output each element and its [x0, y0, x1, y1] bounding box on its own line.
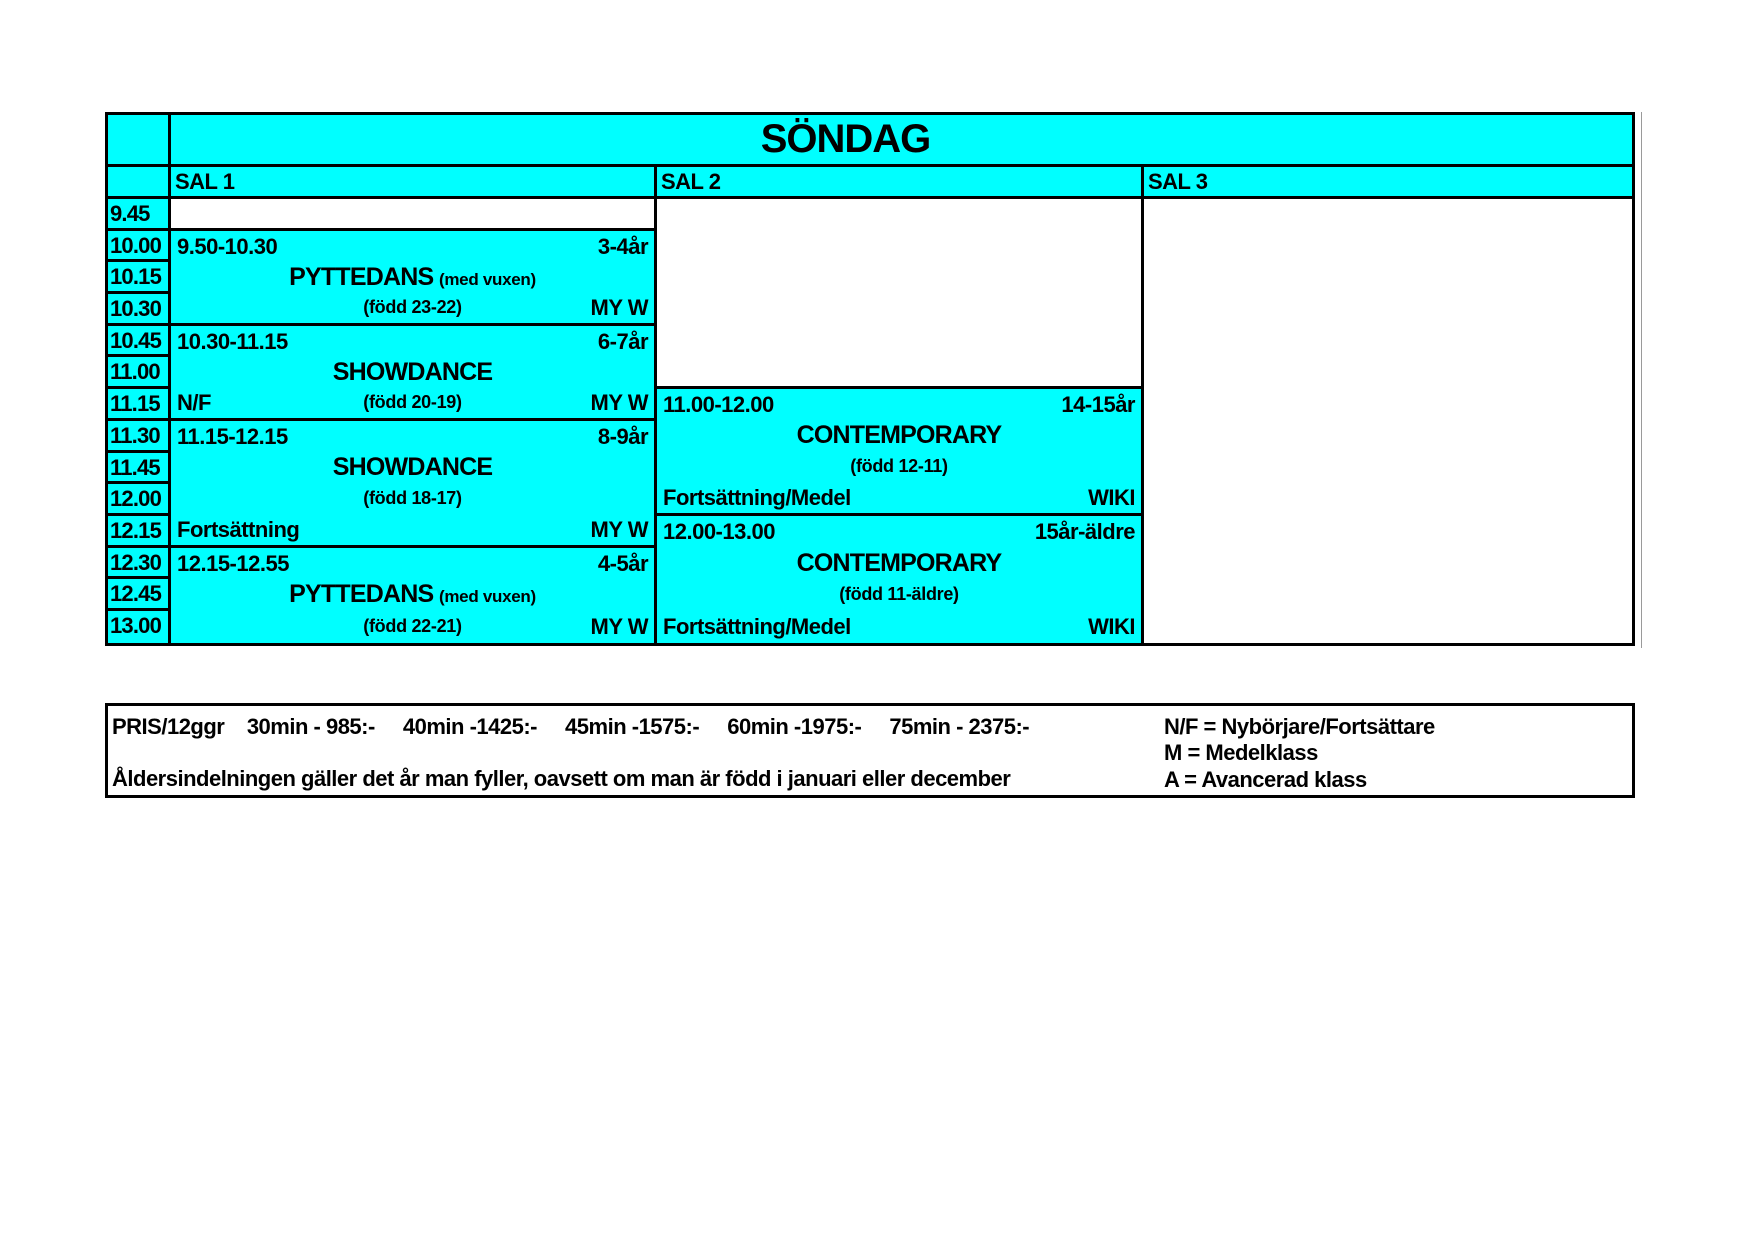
class-level-line [657, 611, 1141, 643]
class-born-line [657, 579, 1141, 611]
class-time: 12.00-13.00 [663, 518, 775, 544]
class-name: PYTTEDANS [289, 580, 434, 609]
class-born-line [657, 451, 1141, 482]
sal1-empty-945 [171, 199, 657, 231]
class-level-line [657, 482, 1141, 513]
time-label: 11.15 [108, 389, 171, 421]
print-area-divider [1641, 112, 1642, 648]
class-age: 15år-äldre [1034, 518, 1135, 544]
page-title: SÖNDAG [760, 117, 931, 161]
time-label: 13.00 [108, 611, 171, 643]
time-label: 11.00 [108, 357, 171, 389]
class-level-line [171, 514, 654, 545]
class-born-line [171, 611, 654, 643]
class-name-line [171, 357, 654, 387]
hall-header-sal1: SAL 1 [171, 167, 657, 199]
class-born-line [171, 292, 654, 323]
class-time: 11.00-12.00 [663, 392, 774, 418]
time-label: 12.30 [108, 548, 171, 580]
class-time-age-line [657, 389, 1141, 420]
class-age: 6-7år [597, 328, 648, 354]
hall-header-sal3: SAL 3 [1144, 167, 1632, 199]
class-name: CONTEMPORARY [796, 421, 1002, 450]
hall-header-sal2: SAL 2 [657, 167, 1144, 199]
sal3-empty [1144, 199, 1632, 643]
class-level: Fortsättning/Medel [663, 613, 851, 639]
class-time-age-line [171, 326, 654, 357]
class-note: (med vuxen) [439, 269, 536, 289]
class-time-age-line [171, 548, 654, 580]
sal1-class-showdance-67 [171, 326, 657, 421]
class-age: 3-4år [597, 233, 648, 259]
abbreviation-nf: N/F = Nybörjare/Fortsättare [1164, 714, 1435, 739]
class-level: N/F [177, 389, 211, 415]
class-born: (född 11-äldre) [839, 584, 959, 605]
class-level: Fortsättning [177, 516, 300, 542]
class-age: 14-15år [1061, 392, 1135, 418]
class-born: (född 20-19) [363, 391, 462, 412]
sal2-empty-morning [657, 199, 1144, 389]
time-label: 9.45 [108, 199, 171, 231]
time-label: 10.45 [108, 326, 171, 358]
class-teacher: WIKI [1088, 484, 1135, 510]
day-title-cell [171, 115, 1632, 167]
class-name-line [657, 548, 1141, 580]
abbreviation-a: A = Avancerad klass [1164, 767, 1367, 792]
class-teacher: MY W [590, 613, 648, 639]
class-name: SHOWDANCE [332, 452, 493, 481]
class-teacher: MY W [590, 389, 648, 415]
time-label: 10.30 [108, 294, 171, 326]
age-rule-note: Åldersindelningen gäller det år man fyller, oavsett om man är född i januari eller december [112, 766, 1011, 791]
class-note: (med vuxen) [439, 587, 536, 607]
class-time: 9.50-10.30 [177, 233, 278, 259]
class-teacher: WIKI [1088, 613, 1135, 639]
class-age: 8-9år [597, 423, 648, 449]
abbreviation-m: M = Medelklass [1164, 740, 1318, 765]
class-born: (född 12-11) [850, 456, 948, 476]
class-level: Fortsättning/Medel [663, 484, 851, 510]
class-born: (född 23-22) [363, 296, 462, 317]
class-time-age-line [171, 421, 654, 452]
class-name: CONTEMPORARY [796, 548, 1002, 577]
sunday-schedule-table [105, 112, 1635, 646]
class-age: 4-5år [597, 550, 648, 576]
corner-cell [108, 115, 171, 167]
time-label: 11.30 [108, 421, 171, 453]
class-time-age-line [657, 516, 1141, 548]
time-label: 12.45 [108, 579, 171, 611]
class-born: (född 22-21) [363, 615, 462, 636]
time-label: 10.00 [108, 231, 171, 263]
class-born-line [171, 483, 654, 514]
class-time-age-line [171, 231, 654, 262]
class-born-line [171, 387, 654, 418]
price-list: PRIS/12ggr 30min - 985:- 40min -1425:- 45min -1575:- 60min -1975:- 75min - 2375:- [112, 714, 1030, 739]
time-label: 11.45 [108, 453, 171, 485]
legend-box [105, 703, 1635, 798]
class-name: SHOWDANCE [332, 357, 493, 386]
sal2-class-contemporary-15plus [657, 516, 1144, 643]
class-name-line [171, 452, 654, 483]
class-name-line [171, 262, 654, 292]
time-column-header [108, 167, 171, 199]
class-name-line [171, 579, 654, 611]
class-name-line [657, 420, 1141, 451]
class-time: 12.15-12.55 [177, 550, 289, 576]
class-teacher: MY W [590, 294, 648, 320]
class-time: 10.30-11.15 [177, 328, 288, 354]
sal2-class-contemporary-1415 [657, 389, 1144, 516]
time-label: 12.00 [108, 484, 171, 516]
class-name: PYTTEDANS [289, 262, 434, 291]
sal1-class-pyttedans-late [171, 548, 657, 643]
class-born: (född 18-17) [363, 487, 462, 508]
time-label: 12.15 [108, 516, 171, 548]
class-teacher: MY W [590, 516, 648, 542]
time-label: 10.15 [108, 262, 171, 294]
sal1-class-showdance-89 [171, 421, 657, 548]
class-time: 11.15-12.15 [177, 423, 288, 449]
sal1-class-pyttedans-early [171, 231, 657, 326]
